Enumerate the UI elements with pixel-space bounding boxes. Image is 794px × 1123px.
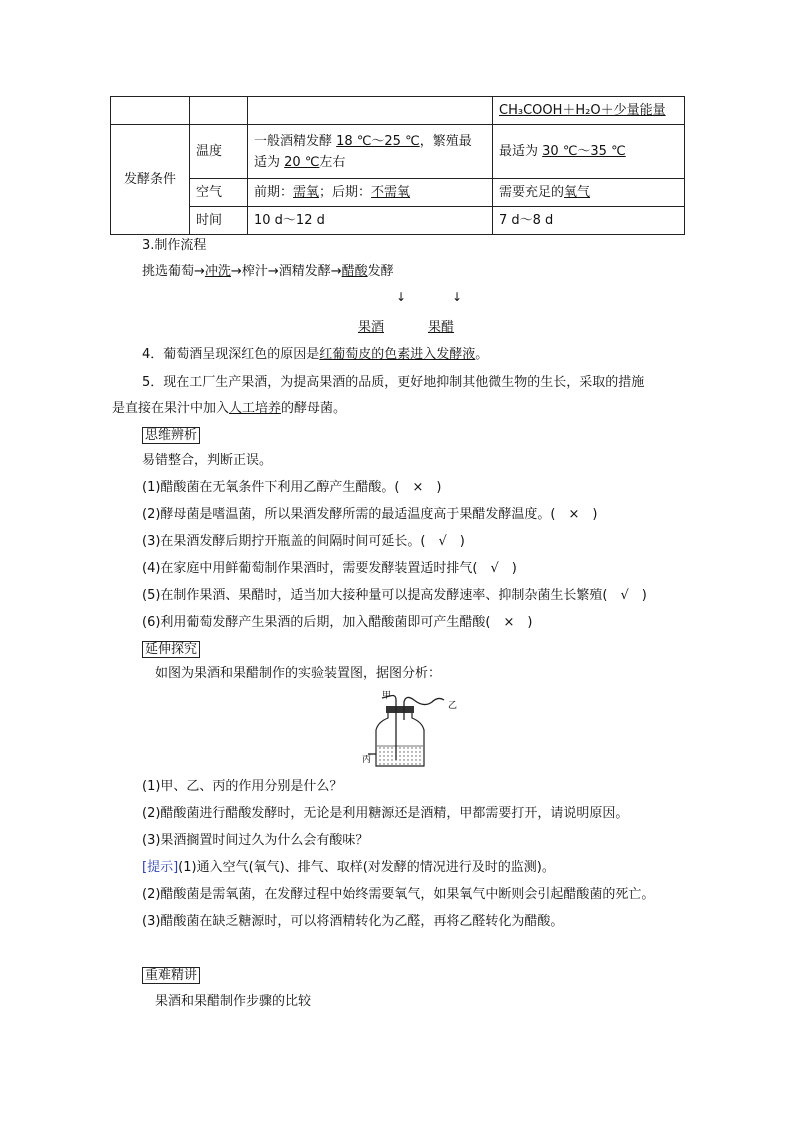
text-underlined: 人工培养 bbox=[229, 401, 282, 416]
thinking-intro: 易错整合，判断正误。 bbox=[142, 453, 273, 468]
output-fruit-vinegar: 果醋 bbox=[428, 320, 455, 335]
flow-text: →榨汁→酒精发酵→ bbox=[230, 264, 342, 279]
table-row bbox=[111, 207, 685, 235]
cell-text: 一般酒精发酵 bbox=[254, 133, 337, 149]
output-fruit-wine: 果酒 bbox=[358, 320, 385, 335]
judgement-item: (4)在家庭中用鲜葡萄制作果酒时，需要发酵装置适时排气( √ ) bbox=[142, 561, 517, 576]
key-points-text: 果酒和果醋制作步骤的比较 bbox=[155, 994, 312, 1009]
judgement-item: (1)醋酸菌在无氧条件下利用乙醇产生醋酸。( × ) bbox=[142, 480, 442, 495]
flow-text: 发酵 bbox=[367, 264, 394, 279]
question: (1)甲、乙、丙的作用分别是什么？ bbox=[142, 779, 343, 794]
cell-text-underlined: 需氧 bbox=[293, 185, 320, 200]
cell-text: 最适为 bbox=[499, 144, 543, 159]
down-arrow-icon: ↓ bbox=[396, 290, 407, 304]
question: (2)醋酸菌进行醋酸发酵时，无论是利用糖源还是酒精，甲都需要打开，请说明原因。 bbox=[142, 806, 629, 821]
judgement-item: (5)在制作果酒、果醋时，适当加大接种量可以提高发酵速率、抑制杂菌生长繁殖( √ ) bbox=[142, 588, 647, 603]
vinegar-equation: CH₃COOH＋H₂O＋少量能量 bbox=[499, 103, 666, 118]
table-row bbox=[111, 179, 685, 207]
table-row bbox=[111, 97, 685, 125]
liquid bbox=[377, 746, 423, 765]
judgement-item: (3)在果酒发酵后期拧开瓶盖的间隔时间可延长。( √ ) bbox=[142, 534, 465, 549]
hint-label: [提示] bbox=[142, 860, 179, 875]
section-4-text bbox=[142, 345, 488, 365]
flow-text-underlined: 冲洗 bbox=[204, 264, 231, 279]
text-underlined: 红葡萄皮的色素进入发酵液 bbox=[319, 347, 476, 362]
hint-answer bbox=[142, 858, 555, 878]
label-jia: 甲 bbox=[382, 691, 392, 701]
extension-intro: 如图为果酒和果醋制作的实验装置图，据图分析： bbox=[155, 666, 442, 681]
label-bing: 丙 bbox=[362, 755, 372, 765]
fermentation-apparatus-figure bbox=[358, 690, 468, 770]
cell-text: 需要充足的 bbox=[499, 185, 565, 200]
flow-text-underlined: 醋酸 bbox=[341, 264, 368, 279]
text: 。 bbox=[475, 347, 489, 362]
cell-text-underlined: 氧气 bbox=[564, 185, 591, 200]
table-row bbox=[111, 125, 685, 179]
question: (3)果酒搁置时间过久为什么会有酸味？ bbox=[142, 833, 369, 848]
section-3-title: 3.制作流程 bbox=[142, 238, 207, 253]
answer-text: (3)醋酸菌在缺乏糖源时，可以将酒精转化为乙醛，再将乙醛转化为醋酸。 bbox=[142, 914, 564, 929]
cell-text-underlined: 不需氧 bbox=[371, 185, 411, 200]
label-box: 延伸探究 bbox=[142, 641, 200, 658]
flow-text: 挑选葡萄→ bbox=[142, 264, 205, 279]
stopper bbox=[386, 706, 414, 713]
air-label: 空气 bbox=[196, 185, 223, 200]
cell-text: 前期： bbox=[254, 185, 294, 200]
section-5-line2 bbox=[112, 399, 346, 419]
extension-inquiry-label bbox=[142, 640, 200, 660]
cell-text-underlined: 18 ℃～25 ℃ bbox=[336, 133, 420, 149]
cell-text: 左右 bbox=[319, 154, 346, 170]
cell-text: 适为 bbox=[254, 154, 285, 170]
thinking-analysis-label bbox=[142, 426, 200, 446]
answer-text: (1)通入空气(氧气)、排气、取样(对发酵的情况进行及时的监测)。 bbox=[178, 860, 555, 875]
text: 是直接在果汁中加入 bbox=[112, 401, 230, 416]
down-arrow-icon: ↓ bbox=[452, 290, 463, 304]
key-points-label bbox=[142, 966, 200, 986]
judgement-item: (2)酵母菌是嗜温菌，所以果酒发酵所需的最适温度高于果醋发酵温度。( × ) bbox=[142, 507, 598, 522]
text: 的酵母菌。 bbox=[281, 401, 347, 416]
label-box: 思维辨析 bbox=[142, 427, 200, 444]
process-flow bbox=[142, 262, 394, 282]
label-yi: 乙 bbox=[448, 701, 458, 711]
fermentation-table bbox=[110, 96, 685, 235]
text: 4．葡萄酒呈现深红色的原因是 bbox=[142, 347, 320, 362]
cell-text: 7 d～8 d bbox=[499, 213, 554, 228]
time-label: 时间 bbox=[196, 213, 223, 228]
temperature-label: 温度 bbox=[196, 144, 223, 159]
fermentation-conditions-label: 发酵条件 bbox=[123, 172, 176, 187]
cell-text-underlined: 20 ℃ bbox=[284, 154, 320, 170]
section-5-line1: 5．现在工厂生产果酒，为提高果酒的品质，更好地抑制其他微生物的生长，采取的措施 bbox=[142, 375, 645, 390]
answer-text: (2)醋酸菌是需氧菌，在发酵过程中始终需要氧气，如果氧气中断则会引起醋酸菌的死亡。 bbox=[142, 887, 655, 902]
cell-text: ，繁殖最 bbox=[419, 133, 472, 149]
judgement-item: (6)利用葡萄发酵产生果酒的后期，加入醋酸菌即可产生醋酸( × ) bbox=[142, 615, 533, 630]
cell-text: 10 d～12 d bbox=[254, 213, 325, 228]
cell-text-underlined: 30 ℃～35 ℃ bbox=[542, 144, 626, 159]
label-box: 重难精讲 bbox=[142, 967, 200, 984]
cell-text: ；后期： bbox=[319, 185, 372, 200]
